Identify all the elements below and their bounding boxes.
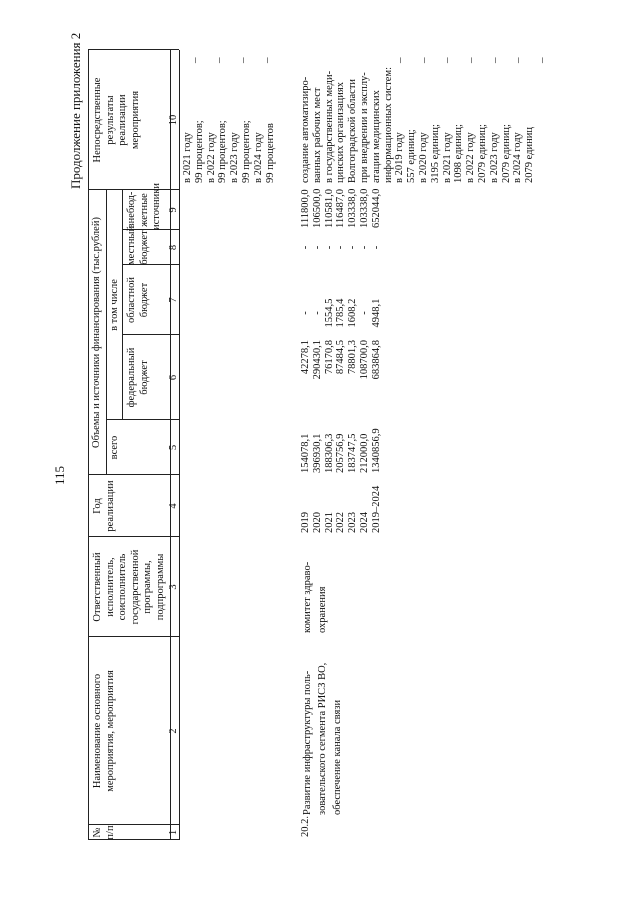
header-col2: Наименование основного мероприятия, мероприятия — [92, 670, 116, 792]
numbers-row-line — [179, 50, 180, 840]
dash-mark: – — [465, 57, 477, 63]
dash-mark: – — [418, 57, 430, 63]
col-number: 3 — [168, 584, 179, 590]
col-number: 8 — [168, 244, 179, 251]
row-name: Развитие инфраструктуры поль- зовательского сегмента РИСЗ ВО, обеспечение канала связи — [302, 662, 343, 815]
header-including: в том числе — [109, 279, 120, 331]
dash-mark: – — [489, 57, 501, 63]
dash-mark: – — [512, 57, 524, 63]
header-total: всего — [109, 435, 120, 460]
col-number: 6 — [168, 374, 179, 381]
col-number: 9 — [168, 207, 179, 213]
row-executor: комитет здраво- охранения — [302, 561, 328, 633]
funding-divider — [106, 190, 107, 475]
header-col3: Ответственный исполнитель, соисполнитель государственной программы, подпрограммы — [92, 549, 166, 625]
dash-mark: – — [394, 57, 406, 63]
col-number: 1 — [168, 829, 179, 836]
dash-mark: – — [261, 57, 273, 63]
col-number: 10 — [168, 114, 179, 126]
page-number: 115 — [52, 465, 67, 485]
dash-mark: – — [441, 57, 453, 63]
col-number: 7 — [168, 297, 179, 303]
row-extra: 111800,0 106500,0 110581,0 116487,0 103338,0 103338,0 652044,0 — [300, 188, 382, 228]
dash-mark: – — [536, 57, 548, 63]
header-local: местный бюджет — [126, 225, 150, 265]
header-col4: Год реализации — [92, 480, 116, 532]
row-regional: - - 1554,5 1785,4 1608,2 - 4948,1 — [300, 298, 382, 328]
header-funding: Объемы и источники финансирования (тыс.рублей) — [91, 217, 102, 448]
header-federal: федеральный бюджет — [126, 347, 150, 408]
dash-mark: – — [189, 57, 201, 63]
header-extra: внебюд- жетные источники — [126, 183, 162, 230]
col-number: 5 — [168, 444, 179, 451]
col-number: 4 — [168, 503, 179, 509]
col-number: 2 — [168, 728, 179, 734]
row-years: 2019 2020 2021 2022 2023 2024 2019–2024 — [300, 485, 382, 533]
row-results: создание автоматизиро- ванных рабочих мест в государственных меди- цинских организациях Волгоградской области при внедрении и эксплу- атации медицинских информационных систем: в 2019 году 557 единиц; в 2020 году 3195 единиц; в 2021 году 1098 единиц; в 2022 году 2079 единиц; в 2023 году 2079 единиц; в 2024 году 2079 единиц — [300, 66, 536, 183]
dash-mark: – — [213, 57, 225, 63]
header-col1: № п/п — [92, 825, 116, 840]
header-regional: областной бюджет — [126, 277, 150, 323]
dash-mark: – — [237, 57, 249, 63]
prev-row-results: в 2021 году 99 процентов; в 2022 году 99 процентов; в 2023 году 99 процентов; в 2024 году 99 процентов — [182, 120, 276, 183]
header-results: Непосредственные результаты реализации мероприятия — [92, 77, 141, 163]
row-federal: 42278,1 290430,1 76170,8 87484,5 78801,3 108700,0 683864,8 — [300, 340, 382, 380]
row-total: 154078,1 396930,1 188306,3 205756,9 183747,5 212000,0 1340856,9 — [300, 428, 382, 473]
row-local: - - - - - - - — [300, 245, 382, 250]
including-divider — [122, 190, 123, 420]
table-border-top — [88, 50, 89, 840]
row-number: 20.2. — [300, 816, 311, 837]
appendix-title: Продолжение приложения 2 — [68, 32, 83, 189]
